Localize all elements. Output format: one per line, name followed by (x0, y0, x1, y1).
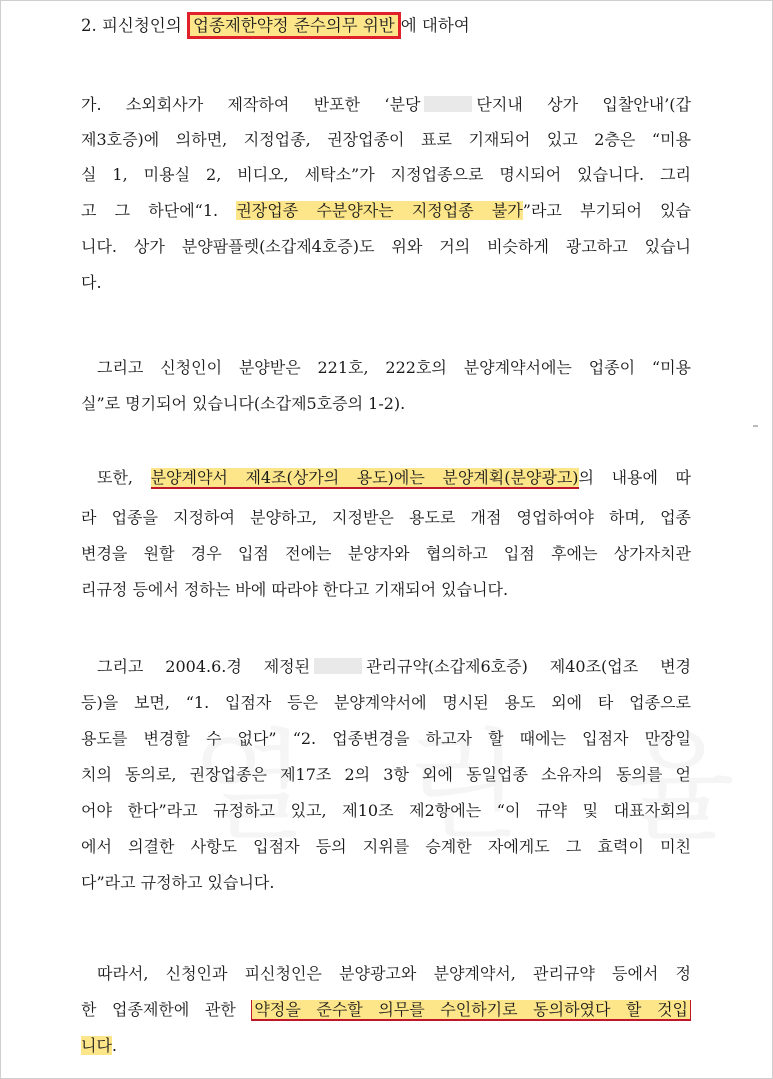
para3-line2: 라 업종을 지정하여 분양하고, 지정받은 용도로 개점 영업하여야 하며, 업종 (81, 508, 691, 527)
para5-line2: 한 업종제한에 관한 약정을 준수할 의무를 수인하기로 동의하였다 할 것입 (81, 999, 691, 1021)
scroll-marker (753, 425, 758, 427)
para1-line4: 고 그 하단에“1. 권장업종 수분양자는 지정업종 불가”라고 부기되어 있습 (81, 201, 692, 220)
highlight-agreement: 약정을 준수할 의무를 수인하기로 동의하였다 할 것입 (251, 1000, 691, 1021)
highlight-agreement-end: 니다 (81, 1036, 112, 1055)
para1-line3: 실 1, 미용실 2, 비디오, 세탁소”가 지정업종으로 명시되어 있습니다. 그리 (81, 165, 691, 184)
para4-line5: 어야 한다”라고 규정하고 있고, 제10조 제2항에는 “이 규약 및 대표자회의 (81, 801, 691, 820)
highlight-restriction: 권장업종 수분양자는 지정업종 불가 (236, 201, 523, 220)
para4-line2: 등)을 보면, “1. 입점자 등은 분양계약서에 명시된 용도 외에 타 업종으로 (81, 693, 691, 712)
para4-line7: 다”라고 규정하고 있습니다. (81, 873, 275, 892)
redacted-complex-name (314, 658, 362, 674)
para3-line3: 변경을 원할 경우 입점 전에는 분양자와 협의하고 입점 후에는 상가자치관 (81, 544, 691, 563)
para1-line6: 다. (81, 273, 102, 292)
para4-line4: 치의 동의로, 권장업종은 제17조 2의 3항 외에 동일업종 소유자의 동의를 얻 (81, 765, 691, 784)
section-heading: 2. 피신청인의 업종제한약정 준수의무 위반 에 대하여 (81, 15, 470, 37)
para4-line6: 에서 의결한 사항도 입점자 등의 지위를 승계한 자에게도 그 효력이 미친 (81, 837, 691, 856)
para3-line4: 리규정 등에서 정하는 바에 따라야 한다고 기재되어 있습니다. (81, 580, 509, 599)
para2-line2: 실”로 명기되어 있습니다(소갑제5호증의 1-2). (81, 394, 406, 413)
para1-line2: 제3호증)에 의하면, 지정업종, 권장업종이 표로 기재되어 있고 2층은 “미용 (81, 130, 691, 149)
para5-line3: 니다. (81, 1036, 118, 1055)
para3-line1: 또한, 분양계약서 제4조(상가의 용도)에는 분양계획(분양광고)의 내용에 따 (97, 468, 691, 487)
para1-line5: 니다. 상가 분양팜플렛(소갑제4호증)도 위와 거의 비슷하게 광고하고 있습니 (81, 237, 691, 256)
para2-line1: 그리고 신청인이 분양받은 221호, 222호의 분양계약서에는 업종이 “미용 (97, 358, 691, 377)
highlight-contract-clause: 분양계약서 제4조(상가의 용도)에는 분양계획(분양광고) (150, 468, 579, 487)
heading-highlight-box: 업종제한약정 준수의무 위반 (187, 12, 401, 39)
para4-line1: 그리고 2004.6.경 제정된 관리규약(소갑제6호증) 제40조(업조 변경 (97, 657, 691, 676)
para5-line1: 따라서, 신청인과 피신청인은 분양광고와 분양계약서, 관리규약 등에서 정 (97, 964, 691, 983)
redacted-name (424, 96, 472, 112)
para4-line3: 용도를 변경할 수 없다” “2. 업종변경을 하고자 할 때에는 입점자 만장일 (81, 729, 691, 748)
para1-line1: 가. 소외회사가 제작하여 반포한 ‘분당 단지내 상가 입찰안내’(갑 (81, 95, 692, 114)
